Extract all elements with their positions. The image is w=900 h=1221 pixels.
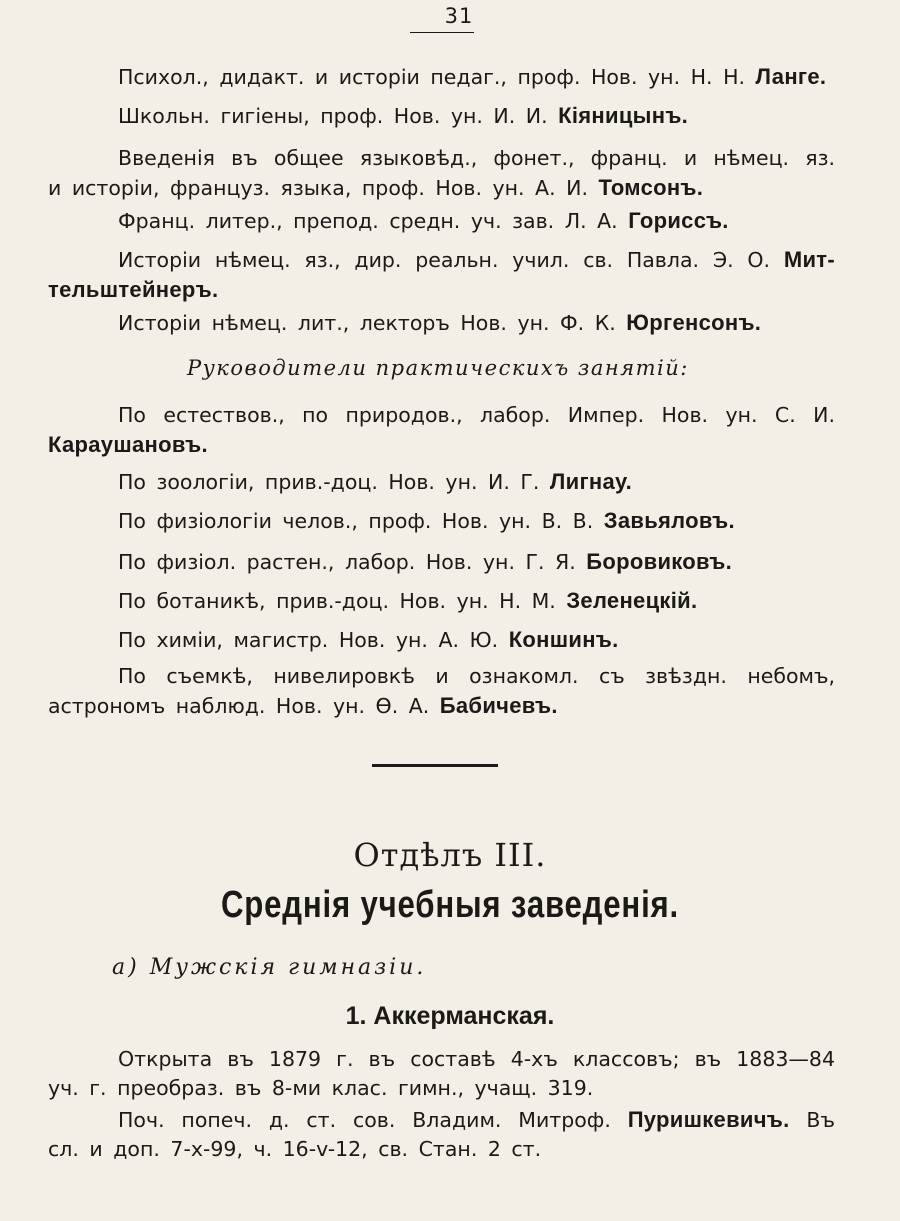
entry-text: По зоологіи, прив.-доц. Нов. ун. И. Г. (118, 470, 550, 494)
entry (48, 206, 835, 236)
subsection-heading: а) Мужскія гимназіи. (112, 955, 427, 980)
entry (48, 1045, 835, 1103)
entry-line (48, 1105, 835, 1135)
person-name: Боровиковъ. (586, 549, 733, 574)
section-separator (372, 764, 498, 767)
entry (48, 586, 835, 616)
entry (48, 1105, 835, 1164)
entry-text: По химіи, магистр. Нов. ун. А. Ю. (118, 628, 509, 652)
entry-line (48, 586, 835, 616)
entry-line (48, 506, 835, 536)
entry-text: Школьн. гигіены, проф. Нов. ун. И. И. (118, 104, 559, 128)
institution-title: 1. Аккерманская. (345, 1002, 555, 1030)
person-name: Завьяловъ. (603, 508, 735, 533)
entry-text: По физіол. растен., лабор. Нов. ун. Г. Я. (118, 550, 587, 574)
entry-text: Открыта въ 1879 г. въ составѣ 4-хъ классовъ; въ 1883—84 (118, 1047, 835, 1071)
entry-line (48, 691, 835, 721)
entry (48, 308, 835, 338)
entry-text: Исторіи нѣмец. яз., дир. реальн. учил. св. Павла. Э. О. (118, 248, 784, 272)
entry (48, 625, 835, 655)
person-name: Мит- (783, 247, 835, 272)
page-number: 31 (444, 4, 474, 28)
person-name: Коншинъ. (508, 627, 619, 652)
entry-text: По физіологіи челов., проф. Нов. ун. В. В. (118, 509, 604, 533)
entry-line (48, 206, 835, 236)
entry-text: По съемкѣ, нивелировкѣ и ознакомл. съ звѣздн. небомъ, (118, 664, 835, 688)
person-name: Лигнау. (549, 469, 633, 494)
entry-line (48, 1074, 835, 1103)
department-heading: Отдѣлъ III. (353, 836, 547, 874)
person-name: Караушановъ. (48, 432, 208, 457)
entry-line (48, 430, 835, 460)
entry-text-after: Въ (789, 1108, 835, 1132)
entry-text: По ботаникѣ, прив.-доц. Нов. ун. Н. М. (118, 589, 567, 613)
entry-line (48, 467, 835, 497)
entry-line (48, 662, 835, 691)
entry (48, 506, 835, 536)
entry (48, 62, 835, 92)
entry-text: По естествов., по природов., лабор. Импер. Нов. ун. С. И. (118, 403, 835, 427)
entry (48, 144, 835, 203)
entry-line (48, 1045, 835, 1074)
person-name: Бабичевъ. (439, 693, 558, 718)
entry-text: Исторіи нѣмец. лит., лекторъ Нов. ун. Ф. К. (118, 311, 627, 335)
entry (48, 547, 835, 577)
person-name: Гориссъ. (628, 208, 729, 233)
entry-line (48, 173, 835, 203)
person-name: Юргенсонъ. (626, 310, 762, 335)
entry (48, 245, 835, 305)
entry (48, 101, 835, 131)
person-name: Ланге. (755, 64, 827, 89)
entry-line (48, 401, 835, 430)
entry-text: Поч. попеч. д. ст. сов. Владим. Митроф. (118, 1108, 628, 1132)
entry-line (48, 1135, 835, 1164)
entry-text: Введенія въ общее языковѣд., фонет., франц. и нѣмец. яз. (118, 146, 835, 170)
page-number-rule (410, 32, 474, 33)
entry-text: астрономъ наблюд. Нов. ун. Ѳ. А. (48, 694, 440, 718)
entry-text: Психол., дидакт. и исторіи педаг., проф. Нов. ун. Н. Н. (118, 65, 756, 89)
entry-text: и исторіи, француз. языка, проф. Нов. ун. А. И. (48, 176, 599, 200)
section-title: Среднія учебныя заведенія. (220, 884, 680, 926)
entry-line (48, 308, 835, 338)
entry-line (48, 144, 835, 173)
entry-line (48, 62, 835, 92)
entry-text: уч. г. преобраз. въ 8-ми клас. гимн., учащ. 319. (48, 1076, 594, 1100)
entry (48, 401, 835, 460)
entry (48, 467, 835, 497)
person-name: Томсонъ. (598, 175, 704, 200)
entry-text: Франц. литер., препод. средн. уч. зав. Л. А. (118, 209, 629, 233)
person-name: Кіяницынъ. (558, 103, 689, 128)
entry-line (48, 547, 835, 577)
person-name: тельштейнеръ. (48, 277, 219, 302)
entry-line (48, 245, 835, 275)
entry-line (48, 625, 835, 655)
practical-subheading: Руководители практическихъ занятій: (187, 356, 689, 380)
person-name: Зеленецкій. (566, 588, 698, 613)
person-name: Пуришкевичъ. (627, 1107, 790, 1132)
entry-line (48, 275, 835, 305)
entry-line (48, 101, 835, 131)
entry (48, 662, 835, 721)
entry-text: сл. и доп. 7-х-99, ч. 16-v-12, св. Стан. 2 ст. (48, 1137, 542, 1161)
